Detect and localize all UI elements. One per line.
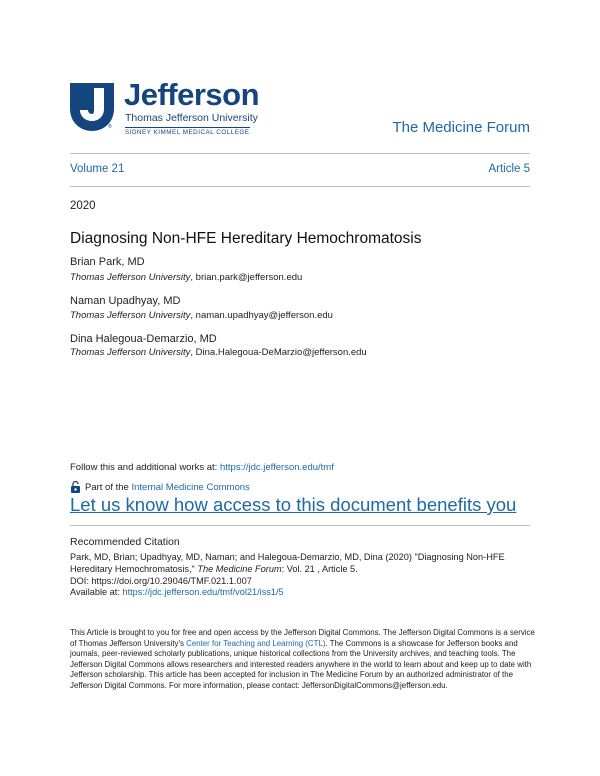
citation-body bbox=[70, 552, 535, 599]
part-of-line bbox=[70, 481, 250, 493]
citation-available bbox=[70, 587, 535, 599]
partof-prefix: Part of the bbox=[85, 481, 129, 493]
brand-subtitle: Thomas Jefferson University bbox=[125, 112, 258, 124]
author-email: brian.park@jefferson.edu bbox=[195, 272, 303, 283]
year: 2020 bbox=[70, 200, 96, 212]
benefits-feedback-link[interactable]: Let us know how access to this document benefits you bbox=[70, 494, 517, 515]
footer-notice bbox=[70, 628, 536, 692]
citation-line bbox=[70, 564, 535, 576]
ctl-link[interactable]: Center for Teaching and Learning (CTL) bbox=[186, 638, 326, 648]
affiliation-text: Thomas Jefferson University bbox=[70, 272, 191, 283]
article-link[interactable]: Article 5 bbox=[488, 163, 530, 175]
available-prefix: Available at: bbox=[70, 587, 123, 598]
citation-text: : Vol. 21 , Article 5. bbox=[281, 563, 358, 574]
internal-medicine-commons-link[interactable]: Internal Medicine Commons bbox=[131, 481, 250, 493]
author-affiliation: Thomas Jefferson University, Dina.Halegoua-DeMarzio@jefferson.edu bbox=[70, 347, 367, 358]
author-name: Brian Park, MD bbox=[70, 256, 145, 268]
trademark-symbol: ® bbox=[108, 124, 112, 130]
author-email: Dina.Halegoua-DeMarzio@jefferson.edu bbox=[195, 347, 367, 358]
affiliation-text: Thomas Jefferson University bbox=[70, 310, 191, 321]
author-affiliation: Thomas Jefferson University, naman.upadhyay@jefferson.edu bbox=[70, 310, 333, 321]
follow-line bbox=[70, 462, 334, 473]
affiliation-text: Thomas Jefferson University bbox=[70, 347, 191, 358]
brand-name: Jefferson bbox=[124, 77, 260, 112]
author-name: Naman Upadhyay, MD bbox=[70, 295, 181, 307]
footer-text: . The Commons is a showcase for Jefferson books and journals, peer-reviewed scholarly publications, unique historical collections from the University archives, and teaching tools. The Jefferson Digital Commons allows researchers and interested readers anywhere in the world to learn about and keep up to date with Jefferson scholarship. This article has been accepted for inclusion in The Medicine Forum by an authorized administrator of the Jefferson Digital Commons. For more information, please contact: JeffersonDigitalCommons@jefferson.edu. bbox=[70, 638, 532, 690]
citation-line: Park, MD, Brian; Upadhyay, MD, Naman; and Halegoua-Demarzio, MD, Dina (2020) "Diagnosing Non-HFE bbox=[70, 552, 505, 562]
author-affiliation: Thomas Jefferson University, brian.park@jefferson.edu bbox=[70, 272, 303, 283]
author-email: naman.upadhyay@jefferson.edu bbox=[195, 310, 333, 321]
divider bbox=[70, 186, 530, 187]
open-access-lock-icon bbox=[70, 481, 81, 493]
citation-text: Hereditary Hemochromatosis," bbox=[70, 563, 198, 574]
brand-college: SIDNEY KIMMEL MEDICAL COLLEGE bbox=[125, 129, 250, 136]
citation-doi: DOI: https://doi.org/10.29046/TMF.021.1.007 bbox=[70, 575, 252, 586]
follow-prefix: Follow this and additional works at: bbox=[70, 462, 220, 473]
follow-link[interactable]: https://jdc.jefferson.edu/tmf bbox=[219, 462, 334, 473]
article-title: Diagnosing Non-HFE Hereditary Hemochromatosis bbox=[70, 230, 422, 247]
divider bbox=[70, 153, 530, 154]
volume-link[interactable]: Volume 21 bbox=[70, 163, 125, 175]
author-name: Dina Halegoua-Demarzio, MD bbox=[70, 333, 217, 345]
journal-name: The Medicine Forum bbox=[392, 119, 530, 136]
journal-italic: The Medicine Forum bbox=[197, 563, 282, 574]
footer-text: This Article is brought to you for free and open access by the Jefferson Digital Commons. The Jefferson Digital Commons is a service of Thomas Jefferson University's bbox=[70, 628, 535, 648]
available-link[interactable]: https://jdc.jefferson.edu/tmf/vol21/iss1/5 bbox=[122, 587, 284, 598]
divider bbox=[70, 525, 530, 526]
citation-heading: Recommended Citation bbox=[70, 536, 180, 548]
